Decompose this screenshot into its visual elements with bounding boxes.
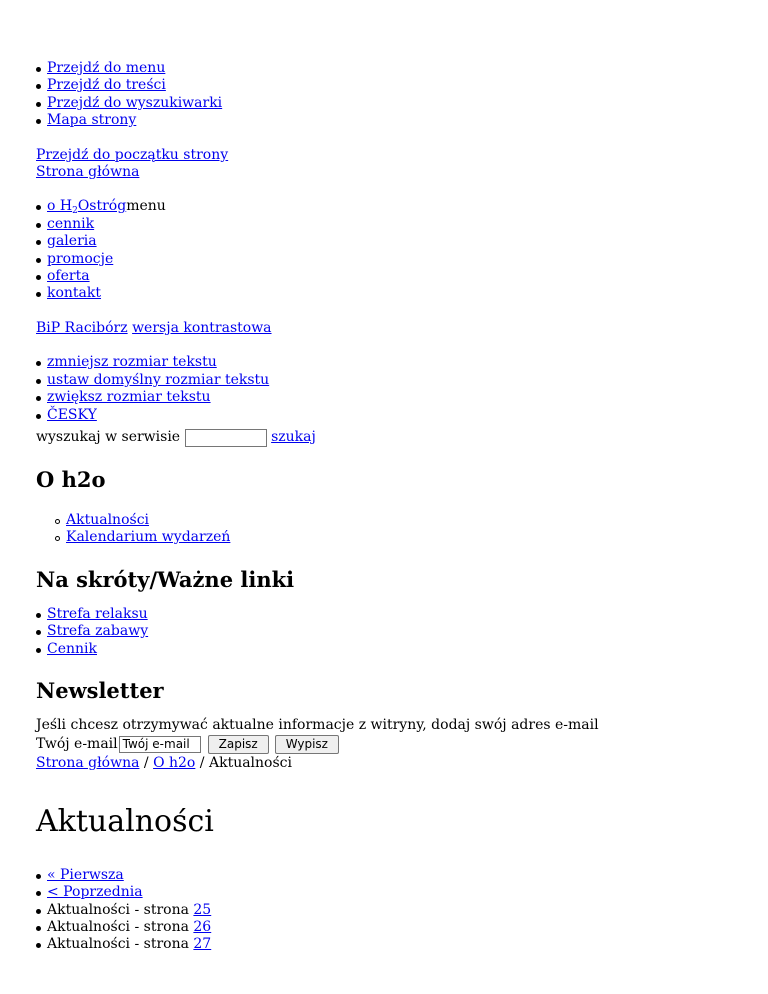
breadcrumb-current: Aktualności: [208, 755, 292, 772]
breadcrumb: [36, 755, 768, 772]
list-item: [36, 407, 768, 424]
list-item: [36, 372, 768, 389]
search-label: wyszukaj w serwisie: [36, 429, 181, 446]
search-link[interactable]: szukaj: [271, 429, 316, 446]
about-link-prefix: o H: [47, 198, 73, 215]
skip-to-search-link[interactable]: Przejdź do wyszukiwarki: [47, 94, 223, 111]
list-item: [36, 60, 768, 77]
first-page-link[interactable]: « Pierwsza: [47, 866, 124, 883]
sitemap-link[interactable]: Mapa strony: [47, 112, 137, 129]
page-title: Aktualności: [36, 803, 214, 839]
main-menu-item: [36, 285, 768, 302]
breadcrumb-home-link[interactable]: Strona główna: [36, 755, 140, 772]
increase-text-link[interactable]: zwiększ rozmiar tekstu: [47, 389, 211, 406]
main-menu: [36, 198, 768, 302]
list-item: [36, 623, 768, 640]
list-item: [36, 389, 768, 406]
page-number-link[interactable]: 25: [193, 901, 212, 918]
pricing-link[interactable]: Cennik: [47, 640, 97, 657]
list-item: [36, 112, 768, 129]
main-menu-item: [36, 233, 768, 250]
newsletter-form: [36, 734, 768, 754]
previous-page-link[interactable]: < Poprzednia: [47, 884, 143, 901]
shortcuts-list: [36, 606, 768, 658]
menu-link-oferta[interactable]: oferta: [47, 268, 90, 285]
menu-link-promocje[interactable]: promocje: [47, 250, 114, 267]
main-menu-item: [36, 216, 768, 233]
skip-to-content-link[interactable]: Przejdź do treści: [47, 77, 166, 94]
list-item: [36, 95, 768, 112]
breadcrumb-section-link[interactable]: O h2o: [153, 755, 196, 772]
list-item: [36, 606, 768, 623]
menu-label: menu: [126, 198, 166, 215]
list-item: [36, 512, 768, 529]
search-input[interactable]: [185, 429, 267, 447]
skip-to-menu-link[interactable]: Przejdź do menu: [47, 60, 166, 76]
unsubscribe-button[interactable]: Wypisz: [275, 735, 339, 754]
about-section-list: [36, 512, 768, 547]
utility-links: [36, 320, 768, 337]
skip-links-list: [36, 60, 768, 130]
pagination-item: [36, 884, 768, 901]
list-item: [36, 354, 768, 371]
pagination: [36, 867, 768, 954]
back-to-top-link[interactable]: Przejdź do początku strony: [36, 146, 229, 163]
about-link-suffix: Ostróg: [77, 198, 127, 215]
list-item: [36, 529, 768, 546]
list-item: [36, 641, 768, 658]
pagination-item: [36, 919, 768, 936]
top-links: [36, 147, 768, 182]
pagination-item: [36, 867, 768, 884]
email-field[interactable]: Twój e-mail: [119, 736, 201, 753]
page-label: Aktualności - strona: [47, 936, 189, 953]
menu-link-kontakt[interactable]: kontakt: [47, 285, 102, 302]
main-menu-item: [36, 251, 768, 268]
text-size-list: [36, 354, 768, 424]
breadcrumb-separator: /: [199, 755, 205, 772]
newsletter-description: Jeśli chcesz otrzymywać aktualne informacje z witryny, dodaj swój adres e-mail: [36, 716, 599, 733]
list-item: [36, 77, 768, 94]
about-link-subscript: 2: [72, 206, 78, 217]
subscribe-button[interactable]: Zapisz: [208, 735, 269, 754]
breadcrumb-separator: /: [143, 755, 149, 772]
calendar-link[interactable]: Kalendarium wydarzeń: [66, 529, 231, 546]
bip-link[interactable]: BiP Racibórz: [36, 319, 128, 336]
page-label: Aktualności - strona: [47, 918, 189, 935]
menu-link-galeria[interactable]: galeria: [47, 233, 97, 250]
menu-link-cennik[interactable]: cennik: [47, 215, 95, 232]
relax-zone-link[interactable]: Strefa relaksu: [47, 605, 148, 622]
about-section-title: O h2o: [36, 466, 106, 492]
about-h2ostrog-link[interactable]: [47, 198, 127, 217]
czech-language-link[interactable]: ČESKY: [47, 406, 97, 423]
main-menu-item-about: [36, 198, 768, 215]
home-link[interactable]: Strona główna: [36, 164, 140, 181]
page-label: Aktualności - strona: [47, 901, 189, 918]
newsletter-title: Newsletter: [36, 677, 164, 703]
fun-zone-link[interactable]: Strefa zabawy: [47, 623, 149, 640]
contrast-version-link[interactable]: wersja kontrastowa: [132, 319, 272, 336]
main-menu-item: [36, 268, 768, 285]
search-form: [36, 428, 768, 448]
email-label: Twój e-mail: [36, 735, 118, 752]
page-number-link[interactable]: 26: [193, 918, 212, 935]
pagination-item: [36, 936, 768, 953]
decrease-text-link[interactable]: zmniejsz rozmiar tekstu: [47, 354, 217, 371]
shortcuts-section-title: Na skróty/Ważne linki: [36, 566, 295, 592]
default-text-link[interactable]: ustaw domyślny rozmiar tekstu: [47, 371, 270, 388]
news-link[interactable]: Aktualności: [66, 511, 150, 528]
pagination-item: [36, 902, 768, 919]
page-number-link[interactable]: 27: [193, 936, 212, 953]
